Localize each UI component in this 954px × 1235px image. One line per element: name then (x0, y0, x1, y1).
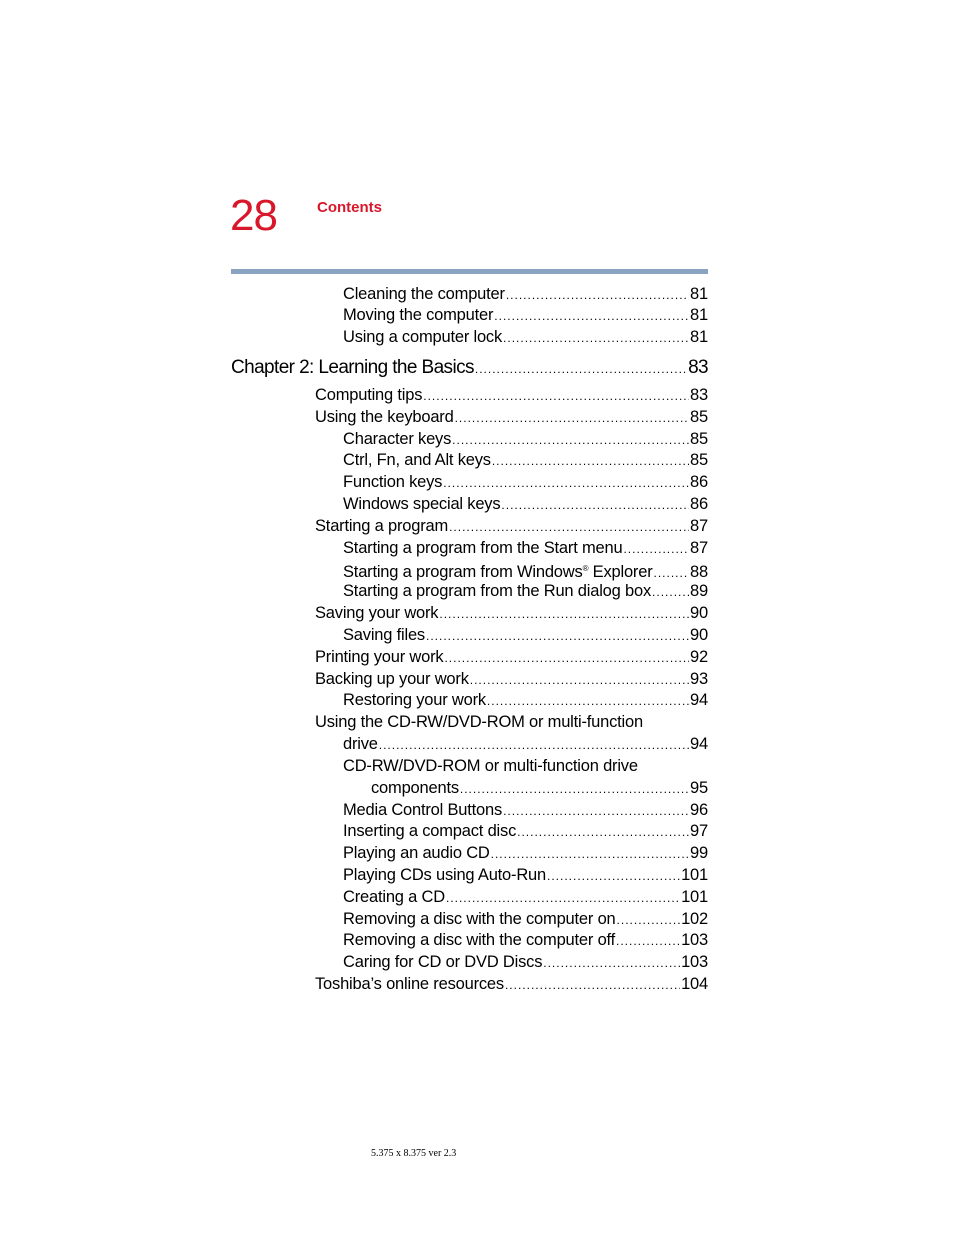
toc-entry-caring-discs[interactable] (343, 952, 708, 973)
toc-entry-moving[interactable] (343, 305, 708, 326)
header-rule (231, 269, 708, 274)
toc-entry-label: Removing a disc with the computer off (343, 931, 616, 949)
toc-entry-page: 94 (690, 691, 708, 709)
footer-version: 5.375 x 8.375 ver 2.3 (371, 1148, 457, 1159)
toc-entry-character-keys[interactable] (343, 429, 708, 450)
toc-chapter-2[interactable] (231, 356, 708, 381)
leader-dots (505, 975, 680, 995)
toc-entry-windows-keys[interactable] (343, 494, 708, 515)
toc-entry-label: Creating a CD (343, 888, 445, 906)
toc-entry-playing-audio[interactable] (343, 843, 708, 864)
leader-dots (439, 604, 689, 624)
toc-entry-creating-cd[interactable] (343, 887, 708, 908)
toc-entry-page: 88 (690, 563, 708, 581)
toc-entry-page: 93 (690, 670, 708, 688)
toc-entry-media-buttons[interactable] (343, 800, 708, 821)
label-part: Starting a program from Windows (343, 563, 583, 581)
leader-dots (543, 953, 680, 973)
toc-entry-label: Using a computer lock (343, 328, 503, 346)
toc-entry-page: 85 (690, 408, 708, 426)
toc-entry-label: components (371, 779, 459, 797)
toc-entry-page: 86 (690, 473, 708, 491)
leader-dots (449, 517, 689, 537)
leader-dots (470, 670, 689, 690)
toc-entry-page: 102 (681, 910, 708, 928)
toc-entry-page: 97 (690, 822, 708, 840)
toc-entry-cleaning[interactable] (343, 284, 708, 305)
toc-entry-label: Restoring your work (343, 691, 486, 709)
toc-entry-label: Backing up your work (315, 670, 469, 688)
leader-dots (452, 430, 689, 450)
chapter-label: Chapter 2: Learning the Basics (231, 357, 474, 378)
toc-entry-label: Caring for CD or DVD Discs (343, 953, 543, 971)
toc-entry-label: Moving the computer (343, 306, 494, 324)
toc-entry-page: 101 (681, 888, 708, 906)
leader-dots (492, 451, 689, 471)
toc-entry-saving-work[interactable] (315, 603, 708, 624)
registered-mark: ® (582, 564, 589, 573)
toc-entry-page: 103 (681, 931, 708, 949)
toc-entry-page: 87 (690, 539, 708, 557)
toc-entry-label: Playing an audio CD (343, 844, 490, 862)
leader-dots (426, 626, 689, 646)
toc-entry-page: 86 (690, 495, 708, 513)
toc-entry-restoring[interactable] (343, 690, 708, 711)
leader-dots (503, 328, 689, 348)
leader-dots (444, 648, 689, 668)
toc-entry-page: 87 (690, 517, 708, 535)
toc-entry-page: 103 (681, 953, 708, 971)
toc-entry-ctrl-fn-alt[interactable] (343, 450, 708, 471)
toc-entry-label: Removing a disc with the computer on (343, 910, 616, 928)
toc-entry-backing-up[interactable] (315, 669, 708, 690)
leader-dots (460, 779, 689, 799)
chapter-page: 83 (688, 357, 708, 378)
toc-entry-remove-off[interactable] (343, 930, 708, 951)
leader-dots (616, 931, 680, 951)
toc-entry-online-resources[interactable] (315, 974, 708, 995)
toc-entry-page: 94 (690, 735, 708, 753)
toc-entry-label: Starting a program (315, 517, 449, 535)
toc-entry-label: Using the keyboard (315, 408, 454, 426)
toc-entry-page: 81 (690, 328, 708, 346)
toc-entry-starting-program[interactable] (315, 516, 708, 537)
toc-entry-label: Inserting a compact disc (343, 822, 517, 840)
label-part: Explorer (588, 563, 653, 581)
leader-dots (501, 495, 689, 515)
leader-dots (503, 801, 689, 821)
toc-entry-label: Cleaning the computer (343, 285, 505, 303)
toc-entry-label (343, 559, 653, 582)
toc-entry-page: 92 (690, 648, 708, 666)
toc-entry-cd-drive-line1: Using the CD-RW/DVD-ROM or multi-function (315, 713, 643, 731)
toc-entry-label: Windows special keys (343, 495, 501, 513)
toc-entry-label: Saving files (343, 626, 425, 644)
toc-entry-page: 90 (690, 626, 708, 644)
leader-dots (623, 539, 689, 559)
toc-entry-page: 104 (681, 975, 708, 993)
toc-entry-function-keys[interactable] (343, 472, 708, 493)
toc-entry-label: Starting a program from the Start menu (343, 539, 623, 557)
toc-entry-computing-tips[interactable] (315, 385, 708, 406)
leader-dots (487, 691, 689, 711)
leader-dots (491, 844, 689, 864)
toc-entry-start-menu[interactable] (343, 538, 708, 559)
toc-entry-lock[interactable] (343, 327, 708, 348)
toc-entry-label: Saving your work (315, 604, 439, 622)
leader-dots (455, 408, 689, 428)
toc-entry-page: 85 (690, 430, 708, 448)
toc-entry-windows-explorer[interactable] (343, 559, 708, 583)
leader-dots (506, 285, 689, 305)
leader-dots (547, 866, 680, 886)
leader-dots (654, 563, 690, 583)
toc-entry-label: Toshiba’s online resources (315, 975, 504, 993)
toc-entry-label: Computing tips (315, 386, 423, 404)
toc-entry-components-line1: CD-RW/DVD-ROM or multi-function drive (343, 757, 638, 775)
toc-entry-page: 83 (690, 386, 708, 404)
toc-entry-page: 81 (690, 306, 708, 324)
toc-entry-printing[interactable] (315, 647, 708, 668)
toc-entry-label: drive (343, 735, 378, 753)
toc-entry-label: Printing your work (315, 648, 444, 666)
leader-dots (443, 473, 689, 493)
toc-entry-auto-run[interactable] (343, 865, 708, 886)
leader-dots (517, 822, 689, 842)
toc-entry-components[interactable] (371, 778, 708, 799)
leader-dots (652, 582, 689, 602)
toc-entry-keyboard[interactable] (315, 407, 708, 428)
toc-entry-label: Function keys (343, 473, 443, 491)
toc-entry-cd-drive[interactable] (343, 734, 708, 755)
toc-entry-page: 89 (690, 582, 708, 600)
toc-entry-label: Starting a program from the Run dialog box (343, 582, 652, 600)
toc-entry-page: 81 (690, 285, 708, 303)
leader-dots (379, 735, 689, 755)
toc-entry-page: 90 (690, 604, 708, 622)
section-title: Contents (317, 199, 382, 216)
leader-dots (617, 910, 681, 930)
toc-entry-run-dialog[interactable] (343, 581, 708, 602)
leader-dots (475, 357, 687, 381)
toc-entry-label: Character keys (343, 430, 452, 448)
toc-entry-saving-files[interactable] (343, 625, 708, 646)
leader-dots (423, 386, 689, 406)
toc-entry-remove-on[interactable] (343, 909, 708, 930)
leader-dots (494, 306, 689, 326)
toc-entry-label: Ctrl, Fn, and Alt keys (343, 451, 491, 469)
toc-entry-inserting-disc[interactable] (343, 821, 708, 842)
toc-entry-page: 85 (690, 451, 708, 469)
page-number: 28 (230, 191, 277, 240)
leader-dots (446, 888, 680, 908)
toc-entry-page: 101 (681, 866, 708, 884)
toc-entry-page: 95 (690, 779, 708, 797)
toc-entry-page: 99 (690, 844, 708, 862)
toc-entry-label: Playing CDs using Auto-Run (343, 866, 546, 884)
toc-entry-label: Media Control Buttons (343, 801, 503, 819)
toc-entry-page: 96 (690, 801, 708, 819)
